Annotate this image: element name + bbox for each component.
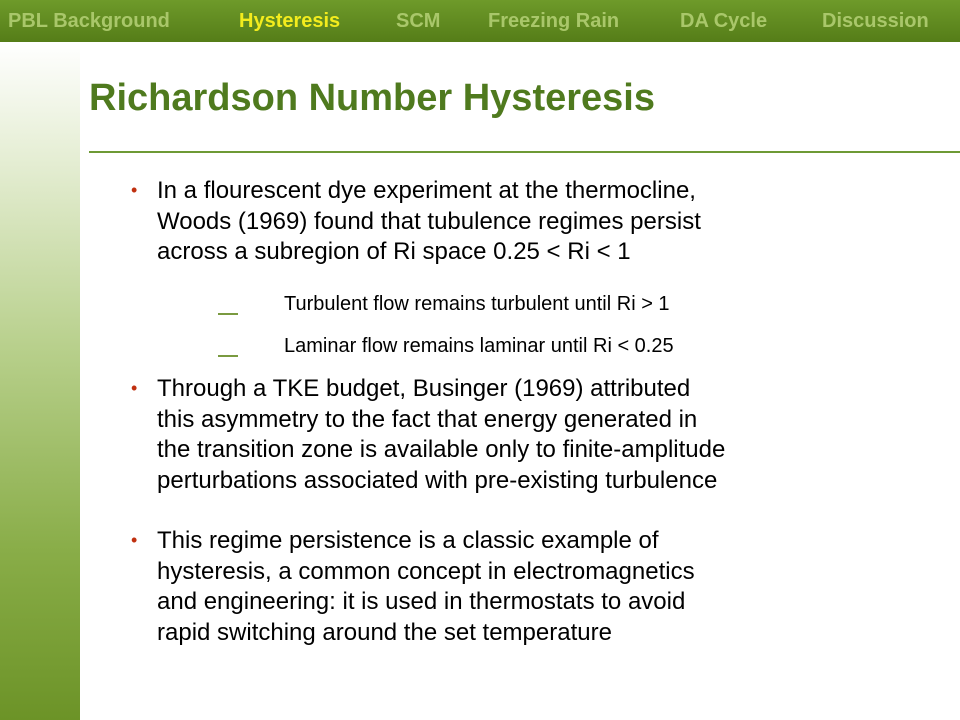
nav-item-freezing-rain[interactable]: Freezing Rain — [488, 10, 620, 32]
bullet-2 — [157, 374, 937, 496]
title-divider — [89, 151, 960, 153]
bullet-2-line-3: the transition zone is available only to finite-amplitude — [157, 436, 726, 463]
nav-item-da-cycle[interactable]: DA Cycle — [680, 10, 768, 32]
bullet-1-line-3: across a subregion of Ri space 0.25 < Ri < 1 — [157, 238, 631, 265]
sub-bullet-dash — [218, 313, 238, 315]
bullet-1-line-2: Woods (1969) found that tubulence regimes persist — [157, 207, 701, 235]
nav-item-discussion[interactable]: Discussion — [822, 10, 929, 32]
bullet-3-line-4: rapid switching around the set temperature — [157, 618, 612, 646]
sub-bullet-dash — [218, 355, 238, 357]
top-navigation-bar — [0, 0, 960, 42]
nav-item-scm[interactable]: SCM — [396, 10, 441, 32]
bullet-2-line-4: perturbations associated with pre-existing turbulence — [157, 466, 718, 494]
decorative-sidebar — [0, 42, 80, 720]
bullet-1-line-1: In a flourescent dye experiment at the thermocline, — [157, 177, 696, 204]
bullet-1 — [157, 176, 937, 268]
bullet-3-line-1: This regime persistence is a classic example of — [157, 527, 659, 554]
sub-bullet-2: Laminar flow remains laminar until Ri < 0.25 — [284, 335, 674, 357]
nav-item-hysteresis[interactable]: Hysteresis — [239, 10, 341, 32]
bullet-marker: • — [131, 378, 138, 398]
slide-title: Richardson Number Hysteresis — [89, 77, 655, 119]
bullet-3-line-3: and engineering: it is used in thermostats to avoid — [157, 588, 686, 615]
bullet-2-line-2: this asymmetry to the fact that energy generated in — [157, 405, 698, 433]
nav-item-pbl-background[interactable]: PBL Background — [8, 10, 170, 32]
bullet-marker: • — [131, 180, 138, 200]
bullet-marker: • — [131, 530, 138, 550]
bullet-2-line-1: Through a TKE budget, Businger (1969) attributed — [157, 375, 691, 402]
bullet-3-line-2: hysteresis, a common concept in electromagnetics — [157, 557, 695, 585]
sub-bullet-1: Turbulent flow remains turbulent until Ri > 1 — [284, 293, 670, 315]
bullet-3 — [157, 526, 937, 648]
